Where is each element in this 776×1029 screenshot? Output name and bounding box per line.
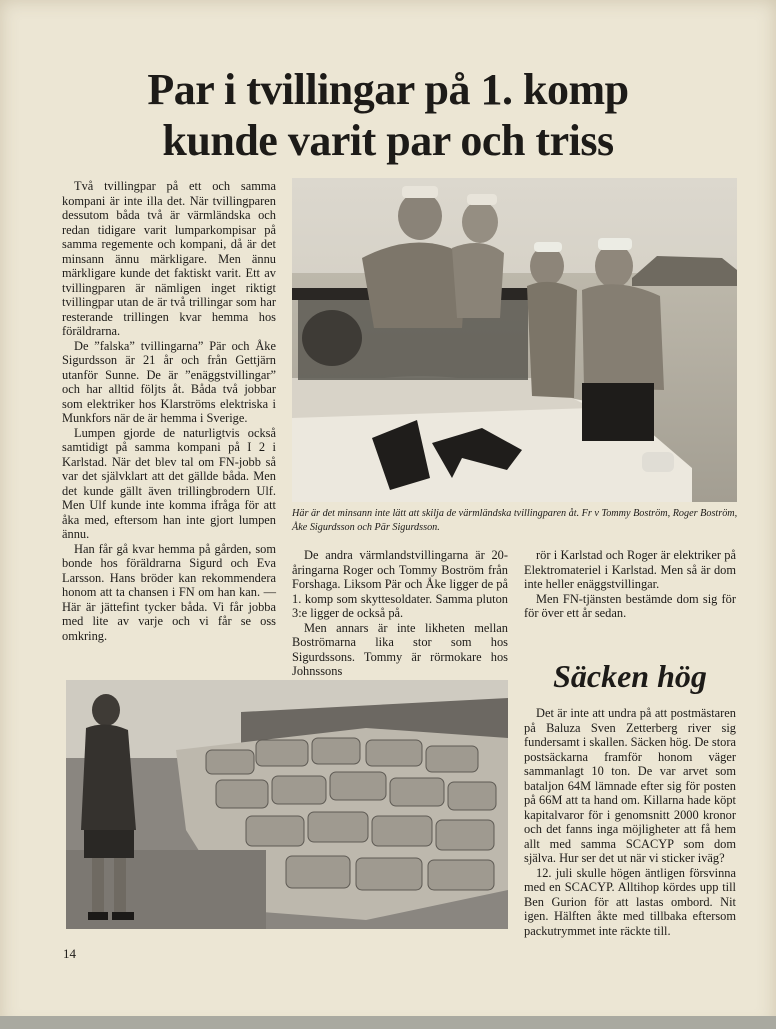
article-column-sacken xyxy=(524,706,736,938)
paragraph: Lumpen gjorde de naturligtvis också samtidigt på samma kompani på I 2 i Karlstad. När det blev tal om FN-jobb så var det självklart att det gällde båda. Men det kunde gällt även trillingbrodern Ulf. Men Ulf kunde inte komma ifråga för att åka med, eftersom han inte gjort lumpen ännu. xyxy=(62,425,276,541)
paragraph: Men annars är inte likheten mellan Boströmarna lika stor som hos Sigurdssons. Tommy är rörmokare hos Johnssons xyxy=(292,620,508,678)
photo-mailsacks-illustration xyxy=(66,680,508,929)
photo-postmaster-with-mail-sacks xyxy=(66,680,508,929)
photo-soldiers-illustration xyxy=(292,178,737,502)
headline-line-2: kunde varit par och triss xyxy=(162,116,614,165)
article-column-right xyxy=(524,548,736,621)
article-column-left xyxy=(62,179,276,643)
paragraph: De andra värmlandstvillingarna är 20-åringarna Roger och Tommy Boström från Forshaga. Liksom Pär och Åke ligger de på 1. komp som skyttesoldater. Samma pluton 3:e ligger de också på. xyxy=(292,548,508,620)
subheading: Säcken hög xyxy=(553,658,707,694)
page-number: 14 xyxy=(63,946,76,961)
article-column-middle xyxy=(292,548,508,679)
page-bottom-band xyxy=(0,1016,776,1029)
photo-caption: Här är det minsann inte lätt att skilja de värmländska tvillingparen åt. Fr v Tommy Boström, Roger Boström, Åke Sigurdsson och Pär Sigurdsson. xyxy=(292,508,738,533)
photo-soldiers-on-un-jeep xyxy=(292,178,737,502)
headline-line-1: Par i tvillingar på 1. komp xyxy=(147,65,629,114)
paragraph: 12. juli skulle högen äntligen försvinna med en SCACYP. Alltihop kördes upp till Ben Gurion för att lastas ombord. Nit igen. Hälften åkte med tillbaka eftersom packutrymmet inte räckte till. xyxy=(524,865,736,938)
paragraph: Han får gå kvar hemma på gården, som bonde hos föräldrarna Sigurd och Eva Larsson. Hans bröder kan rekommendera honom att ta chansen i FN om han kan. —Här är jättefint tycker båda. Vi får jobba med lite av varje och vi får se oss omkring. xyxy=(62,541,276,643)
paragraph: De ”falska” tvillingarna” Pär och Åke Sigurdsson är 21 år och från Gettjärn utanför Sunne. De är ”enäggstvillingar” och har alltid följts åt. Båda två jobbar som elektriker hos Klarströms elektriska i Munkfors när de är hemma i Sverige. xyxy=(62,338,276,425)
paragraph: Men FN-tjänsten bestämde dom sig för för över ett år sedan. xyxy=(524,591,736,620)
paragraph: Det är inte att undra på att postmästaren på Baluza Sven Zetterberg river sig fundersamt i skallen. Säcken hög. De stora postsäckarna framför honom väger sammanlagt 10 ton. De var arvet som bataljon 64M lämnade efter sig för posten på 66M att ta hand om. Killarna hade köpt kapitalvaror för i genomsnitt 2000 kronor och det fanns inga möjligheter att få hem allt med samma SCACYP som dom själva. Hur ser det ut när vi sticker iväg? xyxy=(524,706,736,865)
paragraph: Två tvillingpar på ett och samma kompani är inte illa det. När tvillingparen dessutom båda två är värmländska och redan tidigare varit lumparkompisar på samma regemente och kompani, då är det minsann ännu märkligare. Men ännu märkligare kunde det faktiskt varit. Ett av tvillingparen är nämligen inget riktigt tvillingpar utan de är två trillingar som har resterande trillingen kvar hemma hos föräldrarna. xyxy=(62,179,276,338)
paragraph: rör i Karlstad och Roger är elektriker på Elektromateriel i Karlstad. Men så är dom inte heller enäggstvillingar. xyxy=(524,548,736,591)
